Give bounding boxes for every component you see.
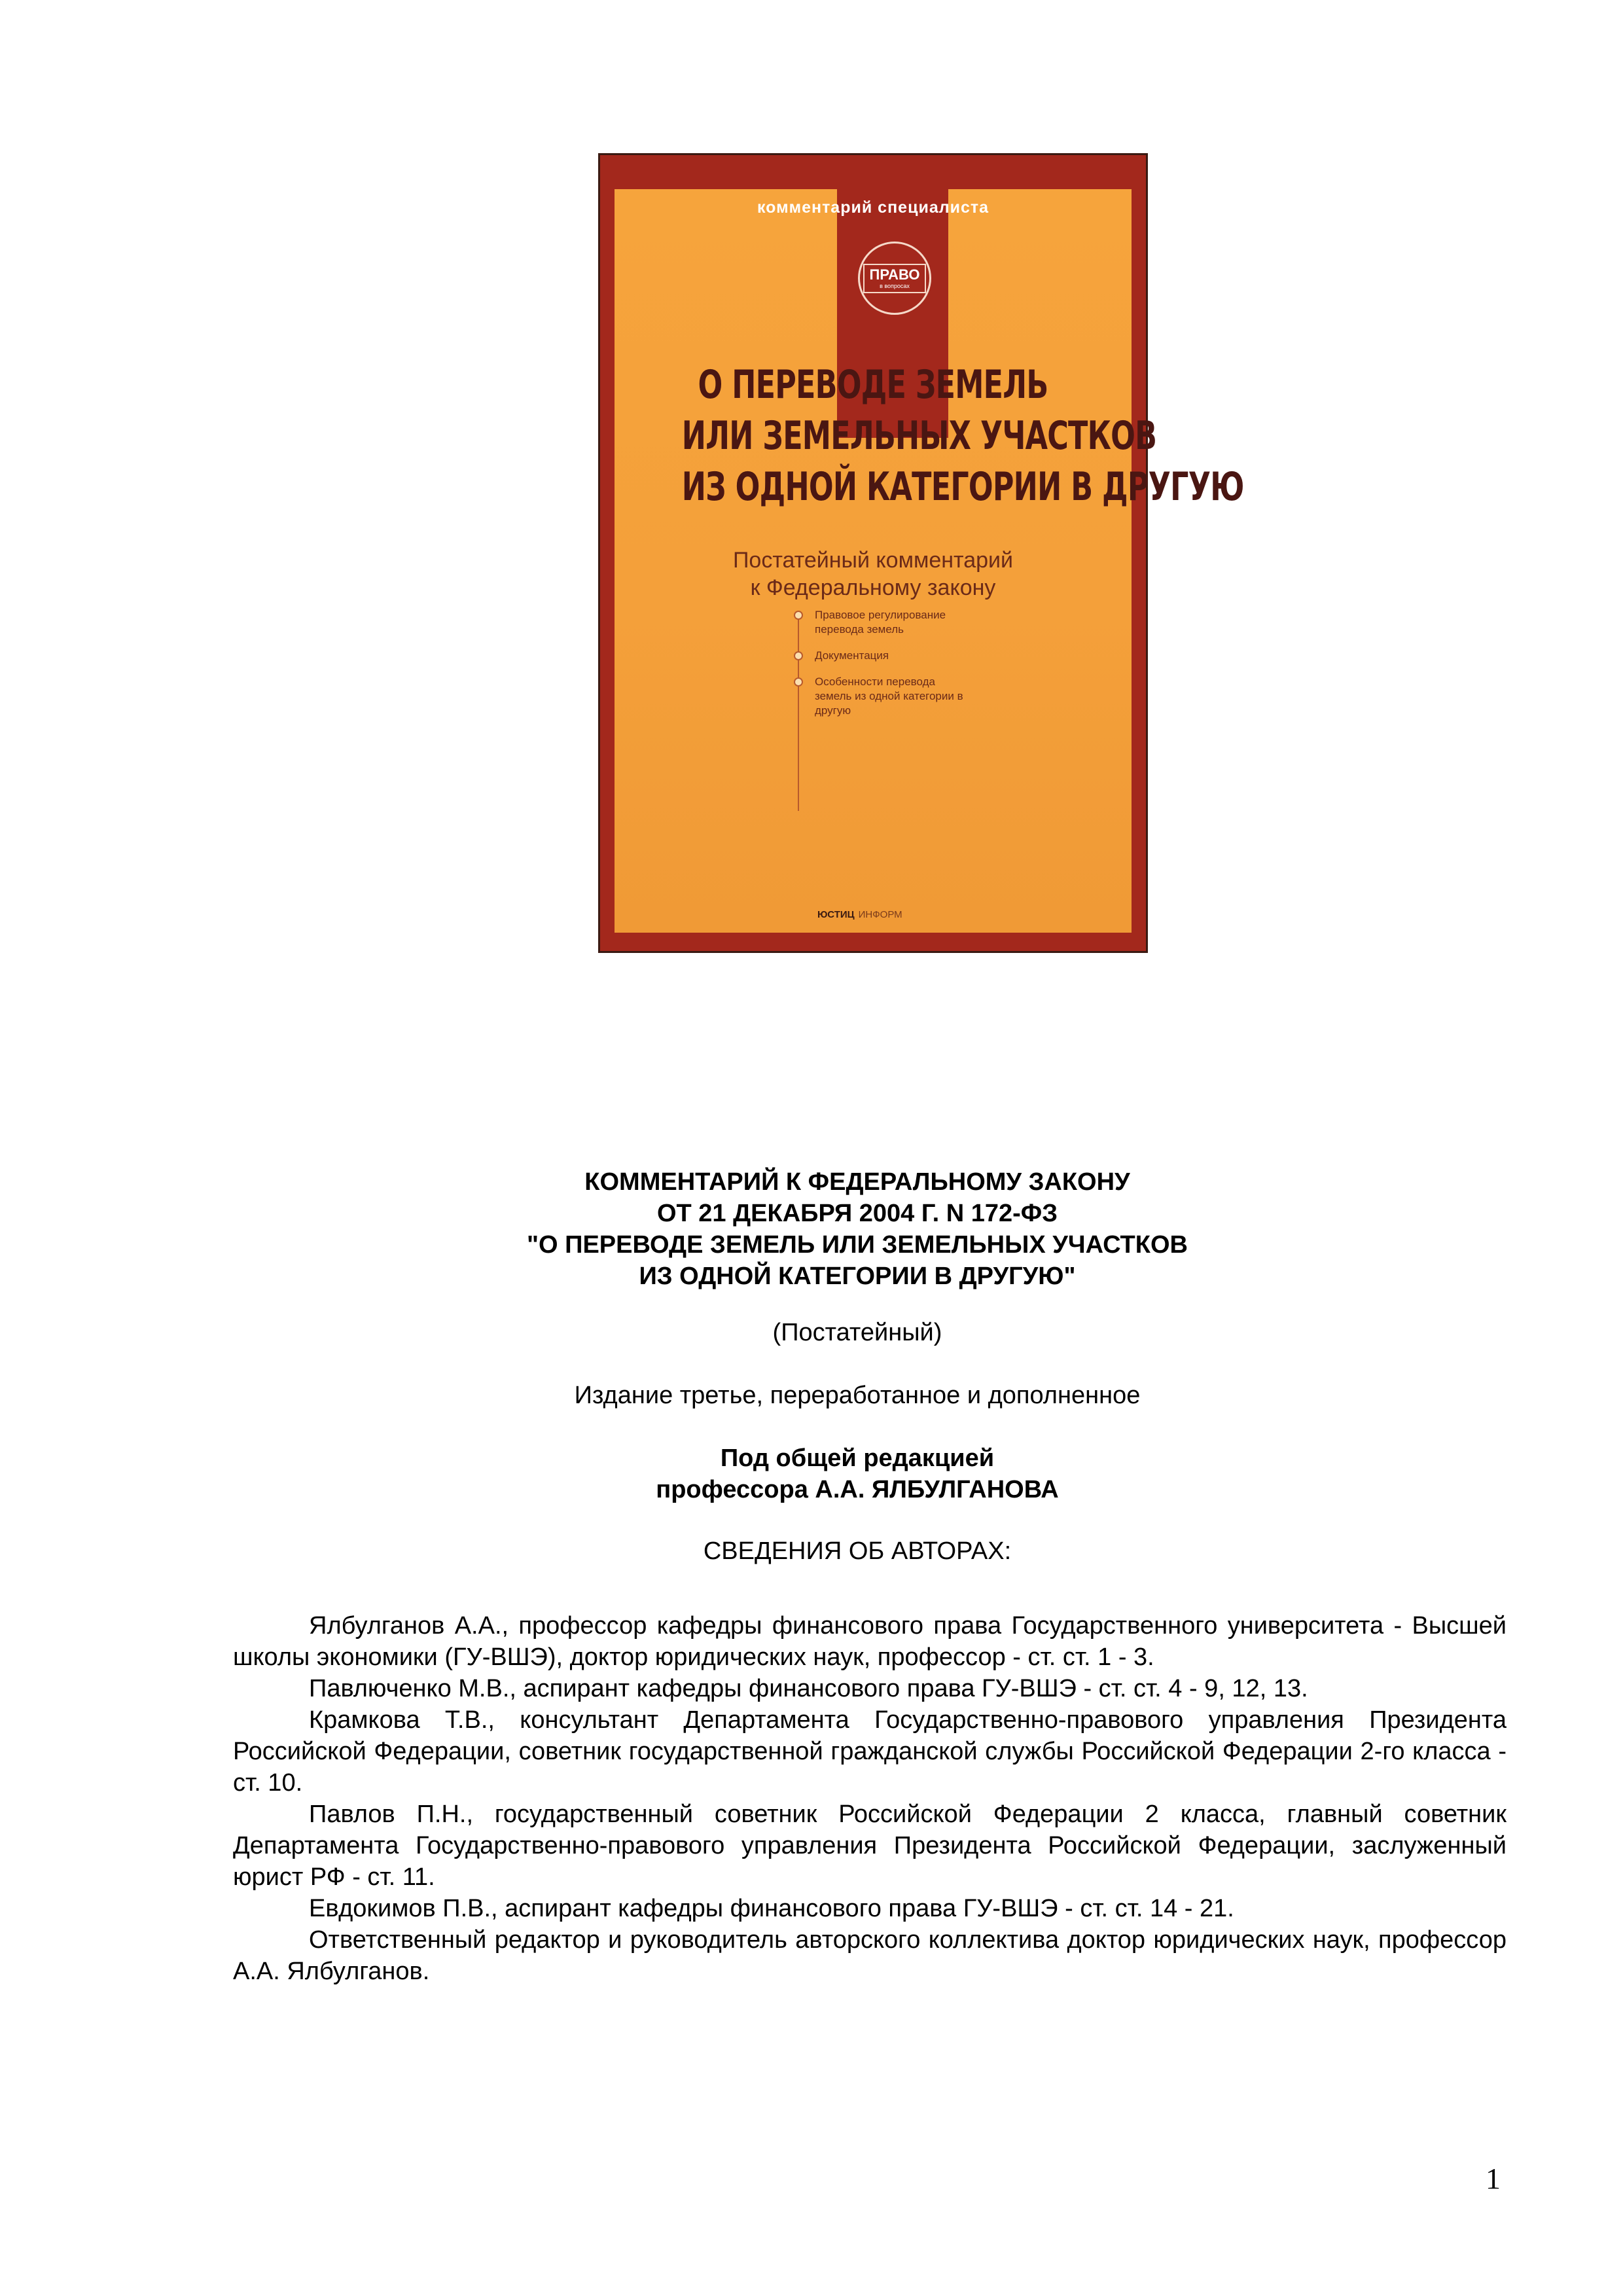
author-entry: Евдокимов П.В., аспирант кафедры финансового права ГУ-ВШЭ - ст. ст. 14 - 21. [309, 1895, 1234, 1922]
title-line: ОТ 21 ДЕКАБРЯ 2004 Г. N 172-ФЗ [656, 1200, 1058, 1227]
authors-list [233, 1610, 1507, 1987]
cover-series: комментарий специалиста [757, 198, 990, 217]
editor-line: Под общей редакцией [720, 1444, 995, 1472]
author-entry: Павлов П.Н., государственный советник Российской Федерации 2 класса, главный советник Департамента Государственно-правового управления Президента Российской Федерации, заслуженный юрист РФ - ст. 11. [233, 1801, 1507, 1891]
authors-heading: СВЕДЕНИЯ ОБ АВТОРАХ: [703, 1537, 1012, 1565]
cover-title-line: ИЛИ ЗЕМЕЛЬНЫХ УЧАСТКОВ [681, 413, 1157, 459]
cover-title-line: О ПЕРЕВОДЕ ЗЕМЕЛЬ [698, 362, 1048, 408]
author-entry: Павлюченко М.В., аспирант кафедры финансового права ГУ-ВШЭ - ст. ст. 4 - 9, 12, 13. [309, 1675, 1308, 1702]
bullet-dot-icon [794, 677, 803, 687]
bullet-dot-icon [794, 651, 803, 660]
author-entry: Крамкова Т.В., консультант Департамента Государственно-правового управления Президента Российской Федерации, советник государственной гражданской службы Российской Федерации 2-го класса - ст. 10. [233, 1706, 1507, 1797]
bullet-dot-icon [794, 611, 803, 620]
cover-subtitle-line: Постатейный комментарий [732, 548, 1014, 573]
stamp-word: ПРАВО [869, 266, 920, 283]
cover-publisher: ЮСТИЦ ИНФОРМ [817, 909, 902, 920]
editor-line: профессора А.А. ЯЛБУЛГАНОВА [656, 1476, 1059, 1503]
book-cover [598, 153, 1244, 953]
cover-title-line: ИЗ ОДНОЙ КАТЕГОРИИ В ДРУГУЮ [681, 464, 1244, 510]
author-entry: Ответственный редактор и руководитель авторского коллектива доктор юридических наук, профессор А.А. Ялбулганов. [233, 1926, 1507, 1985]
edition-note: Издание третье, переработанное и дополненное [574, 1382, 1141, 1409]
cover-bullets [798, 608, 968, 730]
document-title [353, 1166, 1361, 1292]
cover-bullet: Правовое регулирование перевода земель [798, 608, 968, 637]
cover-panel [615, 189, 1244, 933]
type-note: (Постатейный) [772, 1319, 942, 1346]
title-line: "О ПЕРЕВОДЕ ЗЕМЕЛЬ ИЛИ ЗЕМЕЛЬНЫХ УЧАСТКОВ [527, 1231, 1188, 1259]
publisher-stamp-icon [858, 242, 931, 315]
author-entry: Ялбулганов А.А., профессор кафедры финансового права Государственного университета - Высшей школы экономики (ГУ-ВШЭ), доктор юридических наук, профессор - ст. ст. 1 - 3. [233, 1612, 1507, 1671]
stamp-small: в вопросах [880, 282, 910, 289]
title-line: КОММЕНТАРИЙ К ФЕДЕРАЛЬНОМУ ЗАКОНУ [584, 1168, 1130, 1196]
cover-title [681, 359, 1244, 512]
cover-subtitle-line: к Федеральному закону [750, 575, 996, 600]
cover-subtitle [615, 547, 1132, 601]
cover-bullet: Документация [798, 649, 968, 663]
title-line: ИЗ ОДНОЙ КАТЕГОРИИ В ДРУГУЮ" [639, 1263, 1076, 1290]
cover-bullet: Особенности перевода земель из одной категории в другую [798, 675, 968, 718]
page-number: 1 [1486, 2162, 1501, 2195]
